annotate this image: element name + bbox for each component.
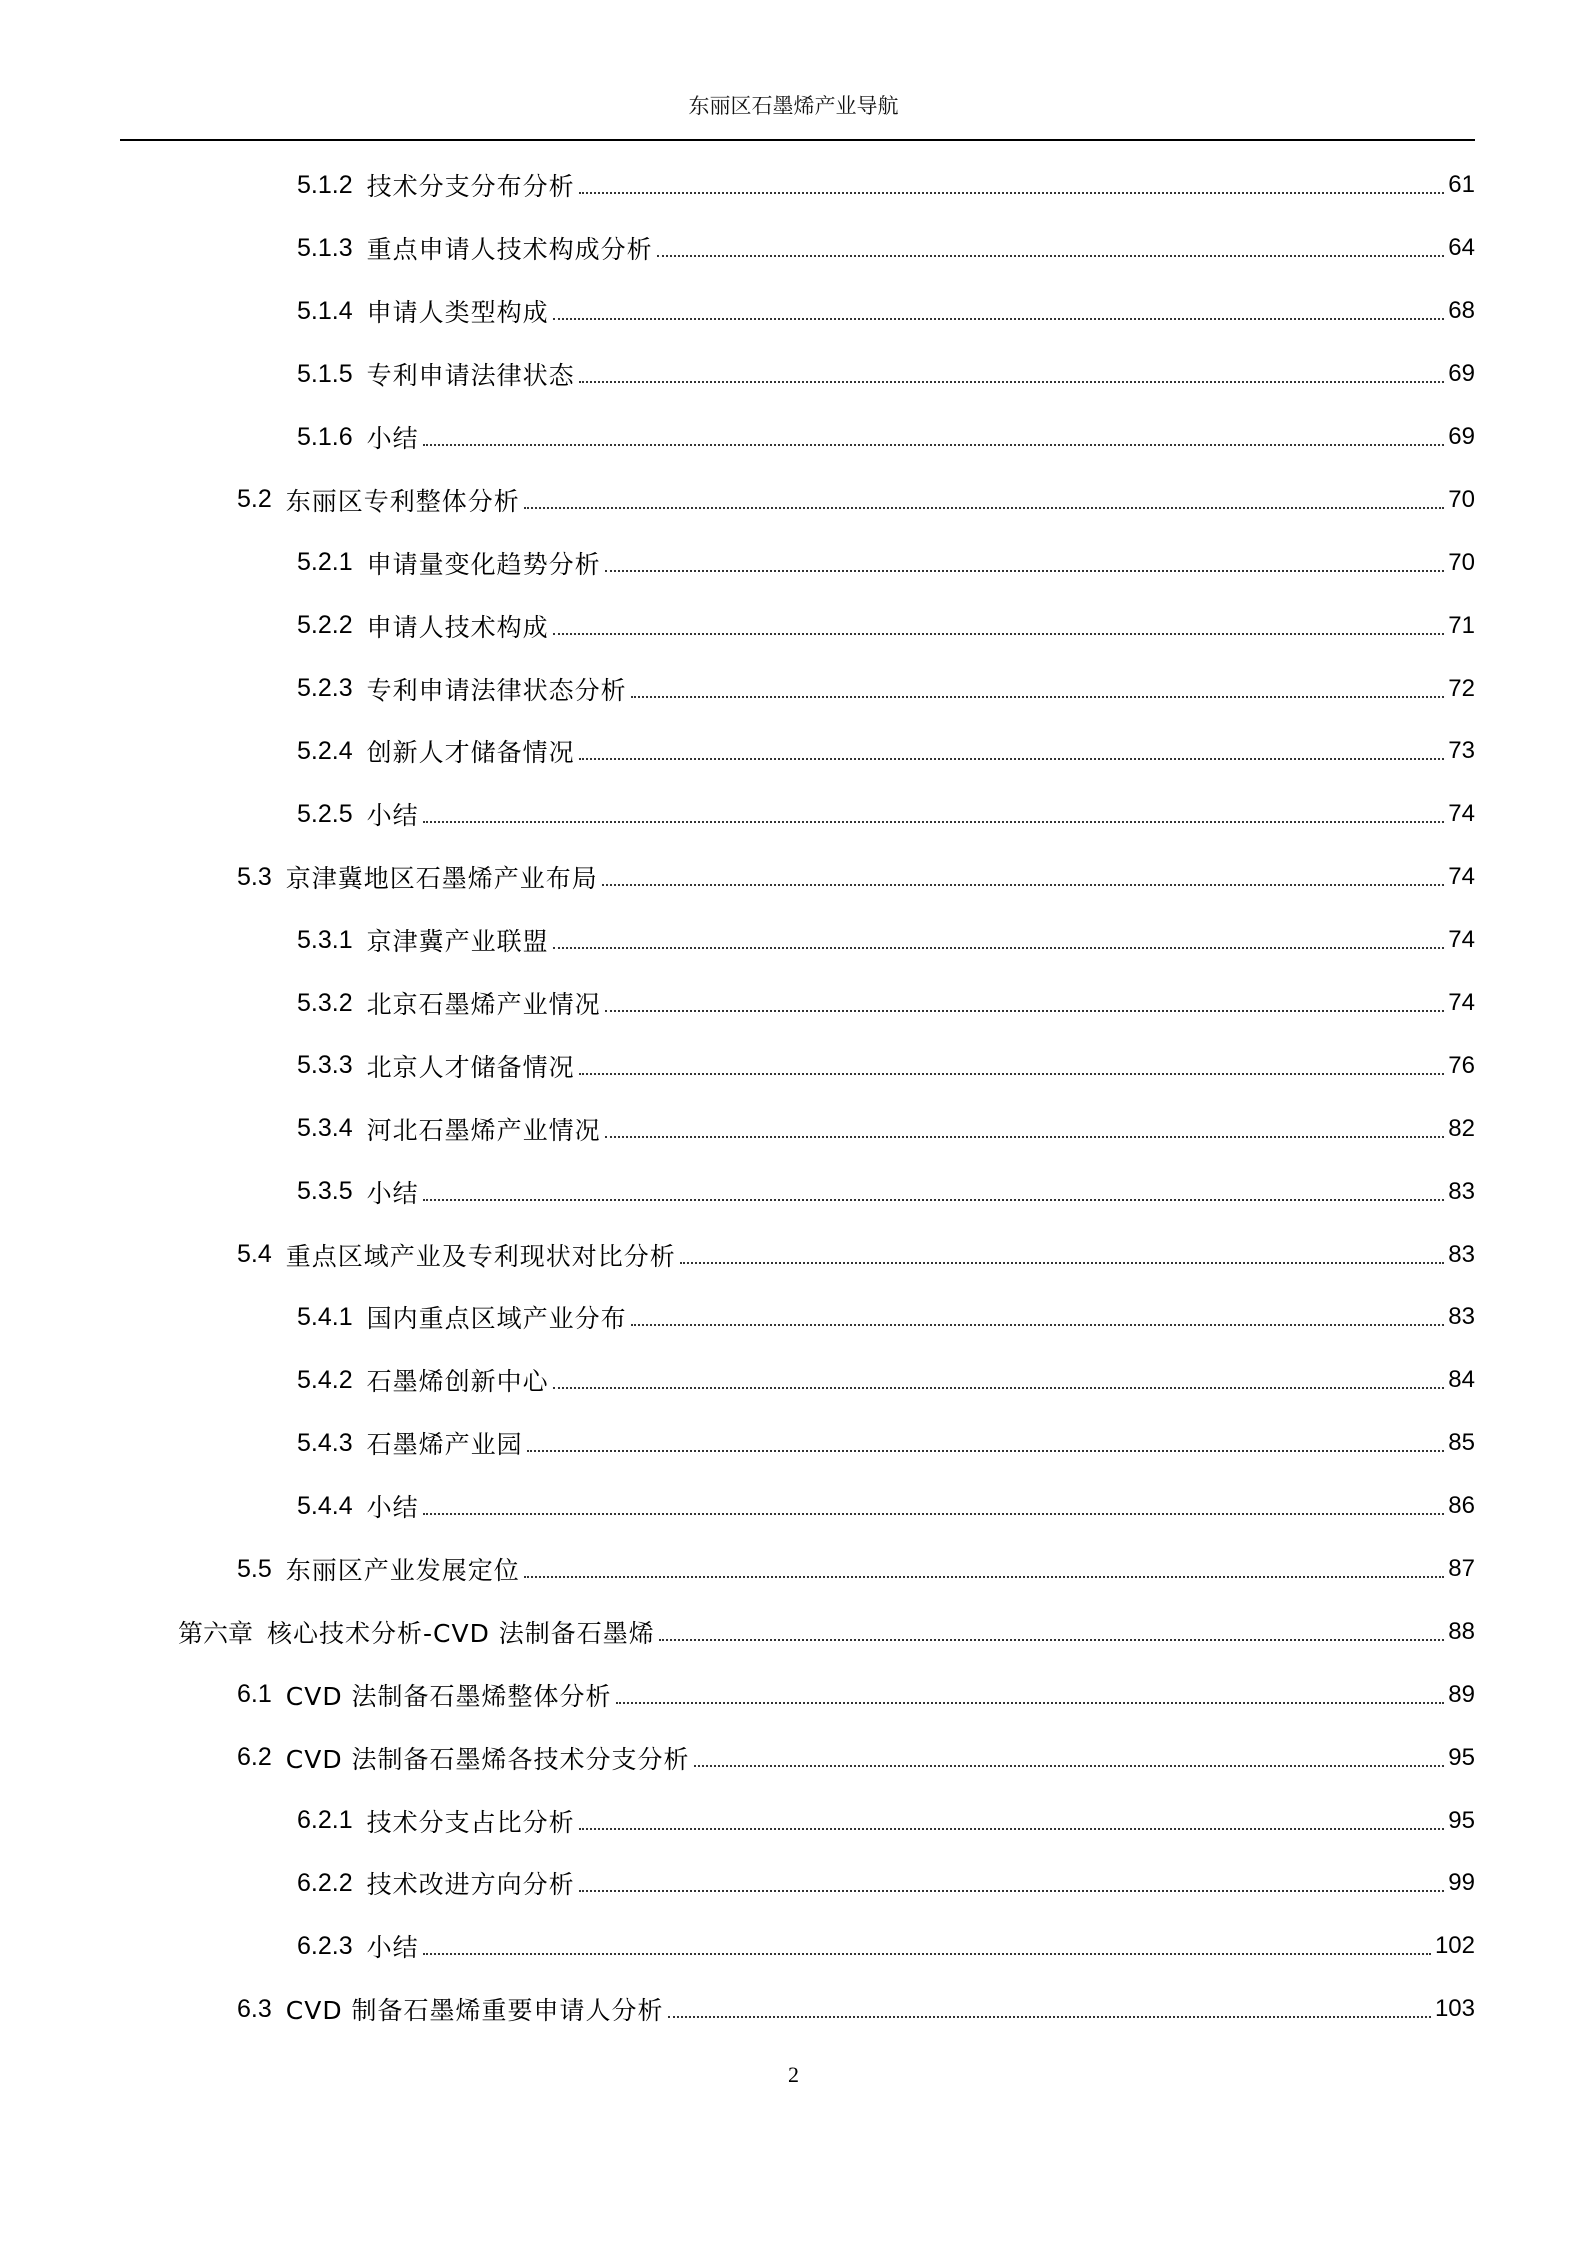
toc-entry[interactable]	[0, 846, 1587, 909]
toc-entry[interactable]	[0, 1726, 1587, 1789]
toc-entry-title: 申请人技术构成	[366, 612, 549, 642]
toc-entry-title: 河北石墨烯产业情况	[366, 1115, 601, 1145]
toc-entry[interactable]	[0, 1034, 1587, 1097]
toc-entry-title: 石墨烯产业园	[366, 1430, 523, 1460]
toc-entry-number: 5.3	[237, 862, 272, 891]
toc-entry-number: 5.1.3	[297, 233, 353, 262]
toc-entry-number: 5.4.1	[297, 1302, 353, 1331]
toc-entry-title: 小结	[366, 424, 419, 453]
toc-entry-number: 5.3.5	[297, 1177, 353, 1206]
toc-entry-number: 5.4.3	[297, 1428, 353, 1457]
toc-entry-title: 国内重点区域产业分布	[366, 1304, 627, 1334]
toc-entry-title: 北京石墨烯产业情况	[366, 990, 601, 1020]
toc-entry-page: 84	[1448, 1366, 1475, 1394]
toc-entry-number: 5.1.6	[297, 422, 353, 451]
toc-entry[interactable]	[0, 1978, 1587, 2041]
toc-entry[interactable]	[0, 468, 1587, 531]
toc-entry-page: 74	[1448, 800, 1475, 828]
toc-entry-page: 86	[1448, 1492, 1475, 1520]
toc-entry[interactable]	[0, 1475, 1587, 1538]
toc-entry-page: 95	[1448, 1743, 1475, 1771]
toc-entry-title: 小结	[366, 1493, 419, 1523]
dot-leader	[553, 318, 1445, 320]
toc-entry[interactable]	[0, 1538, 1587, 1601]
toc-entry-page: 69	[1448, 360, 1475, 388]
toc-entry-title: 技术改进方向分析	[366, 1870, 575, 1900]
toc-entry-title: 技术分支分布分析	[366, 172, 575, 202]
toc-entry-title: 东丽区专利整体分析	[285, 486, 520, 516]
dot-leader	[659, 1639, 1445, 1641]
header-rule	[120, 139, 1475, 141]
toc-entry[interactable]	[0, 1286, 1587, 1349]
toc-entry-title: 小结	[366, 1933, 419, 1963]
toc-entry-title: 申请量变化趋势分析	[366, 549, 601, 579]
toc-entry[interactable]	[0, 657, 1587, 720]
toc-entry-number: 6.2.2	[297, 1868, 353, 1897]
toc-entry-page: 64	[1448, 234, 1475, 262]
toc-entry[interactable]	[0, 1412, 1587, 1475]
dot-leader	[602, 884, 1445, 886]
toc-entry-number: 6.2	[237, 1743, 272, 1772]
toc-entry-title: 重点区域产业及专利现状对比分析	[285, 1241, 676, 1271]
dot-leader	[657, 255, 1445, 257]
toc-entry-number: 5.3.1	[297, 925, 353, 954]
toc-entry-number: 6.2.3	[297, 1931, 353, 1960]
toc-entry-title: 北京人才储备情况	[366, 1052, 575, 1082]
toc-entry-page: 89	[1448, 1680, 1475, 1708]
toc-entry-title: 申请人类型构成	[366, 298, 549, 328]
toc-entry-number: 第六章	[178, 1619, 254, 1648]
dot-leader	[631, 1324, 1445, 1326]
dot-leader	[579, 1073, 1445, 1075]
toc-entry-number: 5.4.2	[297, 1365, 353, 1394]
toc-entry[interactable]	[0, 1663, 1587, 1726]
dot-leader	[423, 1199, 1445, 1201]
toc-entry-number: 5.3.2	[297, 988, 353, 1017]
dot-leader	[423, 821, 1445, 823]
dot-leader	[423, 1513, 1445, 1515]
toc-entry-page: 74	[1448, 989, 1475, 1017]
dot-leader	[579, 1890, 1445, 1892]
toc-entry-title: 京津冀产业联盟	[366, 927, 549, 957]
toc-entry-number: 5.2	[237, 485, 272, 514]
toc-entry[interactable]	[0, 1600, 1587, 1663]
toc-entry-title: CVD 制备石墨烯重要申请人分析	[285, 1996, 664, 2026]
toc-entry[interactable]	[0, 909, 1587, 972]
toc-entry-page: 83	[1448, 1240, 1475, 1268]
toc-entry[interactable]	[0, 531, 1587, 594]
toc-entry-number: 5.1.5	[297, 359, 353, 388]
toc-entry-number: 5.2.5	[297, 799, 353, 828]
dot-leader	[524, 507, 1445, 509]
toc-entry-page: 73	[1448, 737, 1475, 765]
page-number: 2	[788, 2062, 799, 2087]
toc-entry-number: 6.1	[237, 1680, 272, 1709]
toc-entry[interactable]	[0, 280, 1587, 343]
toc-entry-page: 95	[1448, 1806, 1475, 1834]
toc-entry-number: 5.5	[237, 1554, 272, 1583]
dot-leader	[605, 1010, 1445, 1012]
dot-leader	[616, 1702, 1445, 1704]
toc-entry-page: 85	[1448, 1429, 1475, 1457]
toc-entry[interactable]	[0, 1852, 1587, 1915]
toc-entry-number: 5.4	[237, 1240, 272, 1269]
toc-entry-page: 74	[1448, 863, 1475, 891]
toc-entry-number: 6.2.1	[297, 1806, 353, 1835]
toc-entry-number: 5.3.4	[297, 1114, 353, 1143]
toc-entry-page: 99	[1448, 1869, 1475, 1897]
toc-entry-number: 5.3.3	[297, 1051, 353, 1080]
toc-entry-title: 重点申请人技术构成分析	[366, 235, 653, 265]
toc-entry-title: 核心技术分析-CVD 法制备石墨烯	[267, 1618, 655, 1648]
toc-entry-title: CVD 法制备石墨烯各技术分支分析	[285, 1744, 690, 1774]
dot-leader	[579, 192, 1445, 194]
dot-leader	[553, 1387, 1445, 1389]
toc-entry-page: 103	[1434, 1995, 1475, 2023]
dot-leader	[605, 570, 1445, 572]
dot-leader	[579, 381, 1445, 383]
dot-leader	[694, 1765, 1445, 1767]
toc-entry[interactable]	[0, 720, 1587, 783]
dot-leader	[553, 947, 1445, 949]
toc-entry-number: 5.1.4	[297, 296, 353, 325]
toc-entry-title: 小结	[366, 801, 419, 831]
toc-entry-page: 72	[1448, 674, 1475, 702]
toc-entry-number: 5.4.4	[297, 1491, 353, 1520]
toc-entry-title: 技术分支占比分析	[366, 1807, 575, 1837]
toc-entry-number: 6.3	[237, 1994, 272, 2023]
toc-entry[interactable]	[0, 1349, 1587, 1412]
toc-entry-page: 87	[1448, 1555, 1475, 1583]
toc-entry[interactable]	[0, 1160, 1587, 1223]
toc-entry-page: 83	[1448, 1177, 1475, 1205]
toc-entry-page: 71	[1448, 611, 1475, 639]
toc-entry[interactable]	[0, 783, 1587, 846]
dot-leader	[423, 444, 1445, 446]
dot-leader	[631, 696, 1445, 698]
dot-leader	[524, 1576, 1445, 1578]
toc-entry-number: 5.1.2	[297, 170, 353, 199]
toc-entry-number: 5.2.1	[297, 548, 353, 577]
toc-entry-title: 石墨烯创新中心	[366, 1367, 549, 1397]
toc-entry-page: 70	[1448, 548, 1475, 576]
toc-entry-number: 5.2.3	[297, 674, 353, 703]
dot-leader	[553, 633, 1445, 635]
table-of-contents	[0, 154, 1587, 2041]
toc-entry-page: 83	[1448, 1303, 1475, 1331]
toc-entry[interactable]	[0, 1223, 1587, 1286]
dot-leader	[527, 1450, 1445, 1452]
toc-entry[interactable]	[0, 1915, 1587, 1978]
toc-entry-title: 专利申请法律状态分析	[366, 675, 627, 705]
toc-entry-page: 61	[1448, 171, 1475, 199]
toc-entry-page: 88	[1448, 1617, 1475, 1645]
toc-entry-number: 5.2.2	[297, 611, 353, 640]
toc-entry-title: 小结	[366, 1178, 419, 1208]
toc-entry[interactable]	[0, 343, 1587, 406]
toc-entry[interactable]	[0, 1789, 1587, 1852]
dot-leader	[605, 1136, 1445, 1138]
toc-entry-page: 70	[1448, 485, 1475, 513]
dot-leader	[680, 1262, 1445, 1264]
dot-leader	[423, 1953, 1431, 1955]
toc-entry-page: 82	[1448, 1114, 1475, 1142]
toc-entry[interactable]	[0, 594, 1587, 657]
toc-entry-title: 京津冀地区石墨烯产业布局	[285, 864, 598, 894]
toc-entry-number: 5.2.4	[297, 736, 353, 765]
toc-entry[interactable]	[0, 972, 1587, 1035]
toc-entry-page: 68	[1448, 297, 1475, 325]
toc-entry[interactable]	[0, 217, 1587, 280]
dot-leader	[579, 1828, 1445, 1830]
toc-entry-page: 102	[1434, 1932, 1475, 1960]
running-header-title: 东丽区石墨烯产业导航	[688, 94, 899, 118]
toc-entry-page: 69	[1448, 423, 1475, 450]
toc-entry-title: 创新人才储备情况	[366, 738, 575, 768]
toc-entry[interactable]	[0, 154, 1587, 217]
toc-entry-title: CVD 法制备石墨烯整体分析	[285, 1681, 612, 1711]
toc-entry[interactable]	[0, 406, 1587, 469]
toc-entry-title: 专利申请法律状态	[366, 361, 575, 391]
toc-entry-page: 76	[1448, 1051, 1475, 1079]
dot-leader	[579, 758, 1445, 760]
dot-leader	[668, 2016, 1431, 2018]
toc-entry[interactable]	[0, 1097, 1587, 1160]
toc-entry-page: 74	[1448, 926, 1475, 954]
toc-entry-title: 东丽区产业发展定位	[285, 1556, 520, 1586]
